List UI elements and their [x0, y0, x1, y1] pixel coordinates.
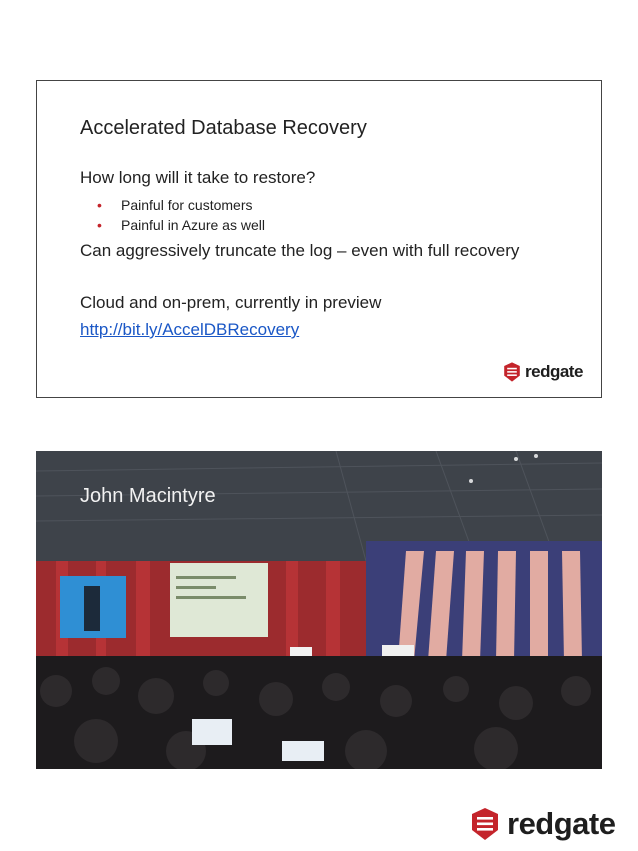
bullet-icon: • [97, 217, 102, 233]
redgate-logo [503, 362, 583, 382]
redgate-logo-icon [470, 807, 500, 841]
bullet-icon: • [97, 197, 102, 213]
redgate-wordmark: redgate [507, 806, 616, 841]
cloud-line: Cloud and on-prem, currently in preview [80, 293, 382, 312]
redgate-logo-large [470, 806, 615, 842]
recovery-link[interactable]: http://bit.ly/AccelDBRecovery [80, 320, 300, 339]
slide-title: John Macintyre [80, 485, 216, 507]
bullet-text: Painful in Azure as well [121, 217, 265, 233]
bullet-list [97, 195, 265, 235]
question-line: How long will it take to restore? [80, 168, 316, 187]
slide-john-macintyre [36, 451, 602, 769]
list-item [97, 195, 265, 215]
truncate-line: Can aggressively truncate the log – even with full recovery [80, 241, 520, 260]
bullet-text: Painful for customers [121, 197, 253, 213]
slide-title: Accelerated Database Recovery [80, 117, 367, 139]
redgate-logo-icon [503, 362, 521, 382]
slide-accelerated-database-recovery [36, 80, 602, 398]
list-item [97, 215, 265, 235]
redgate-wordmark: redgate [525, 362, 583, 381]
